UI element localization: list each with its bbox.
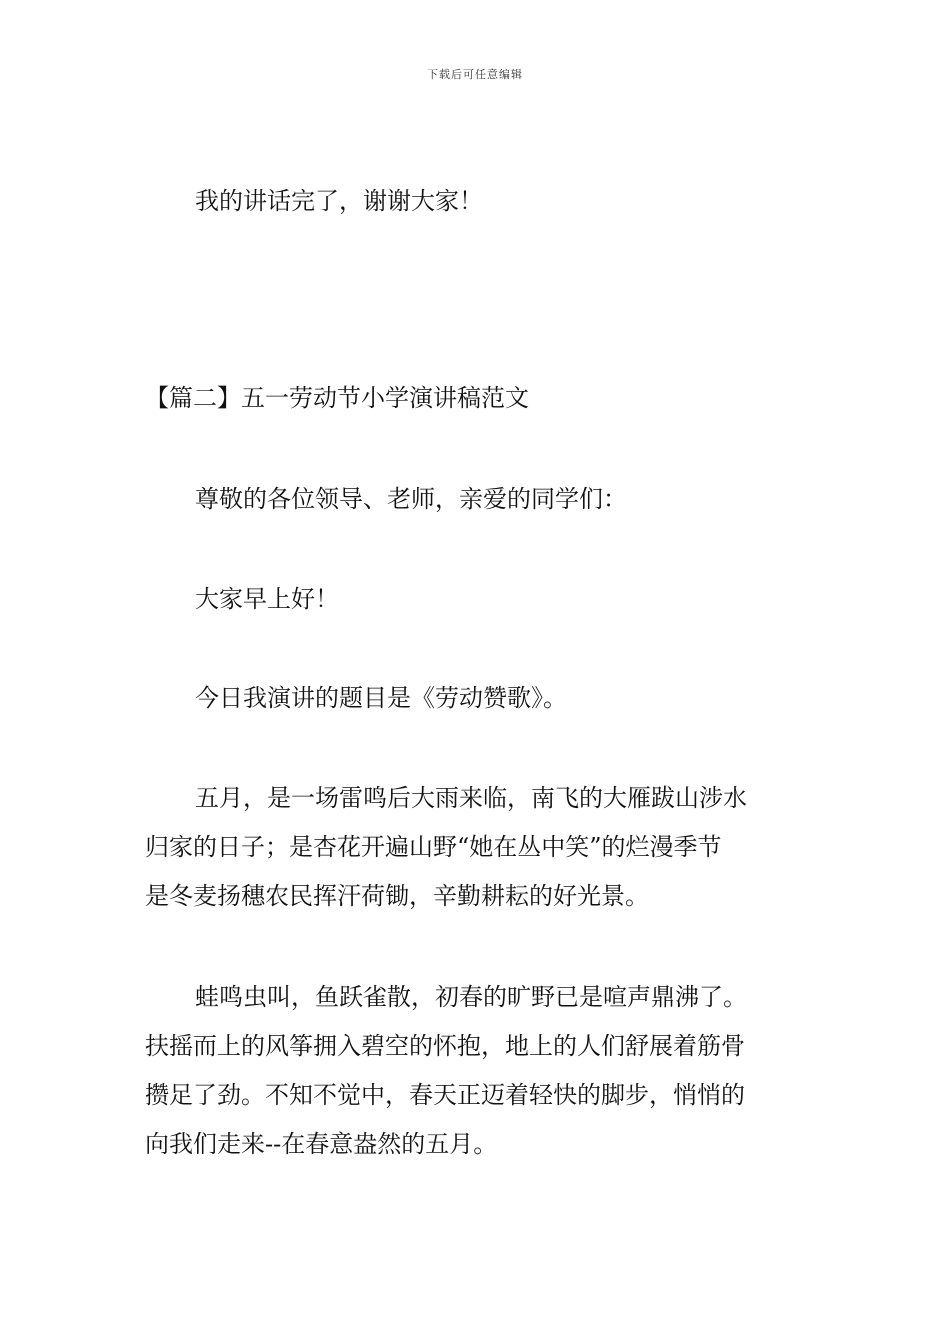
closing-line: 我的讲话完了，谢谢大家！	[195, 187, 483, 215]
paragraph-1-line-2: 归家的日子；是杏花开遍山野“她在丛中笑”的烂漫季节	[145, 833, 722, 861]
morning-line: 大家早上好！	[195, 585, 339, 613]
greeting-line: 尊敬的各位领导、老师，亲爱的同学们：	[195, 485, 627, 513]
paragraph-2-line-4: 向我们走来--在春意盎然的五月。	[145, 1130, 498, 1158]
paragraph-2-line-1: 蛙鸣虫叫，鱼跃雀散，初春的旷野已是喧声鼎沸了。	[195, 983, 747, 1011]
paragraph-2-line-3: 攒足了劲。不知不觉中，春天正迈着轻快的脚步，悄悄的	[145, 1081, 745, 1109]
topic-line: 今日我演讲的题目是《劳动赞歌》。	[195, 684, 567, 712]
page-header-note: 下载后可任意编辑	[427, 68, 523, 81]
paragraph-2-line-2: 扶摇而上的风筝拥入碧空的怀抱，地上的人们舒展着筋骨	[145, 1032, 745, 1060]
paragraph-1-line-1: 五月，是一场雷鸣后大雨来临，南飞的大雁跋山涉水	[195, 784, 747, 812]
paragraph-1-line-3: 是冬麦扬穗农民挥汗荷锄，辛勤耕耘的好光景。	[145, 882, 649, 910]
section-title: 【篇二】五一劳动节小学演讲稿范文	[145, 384, 529, 412]
